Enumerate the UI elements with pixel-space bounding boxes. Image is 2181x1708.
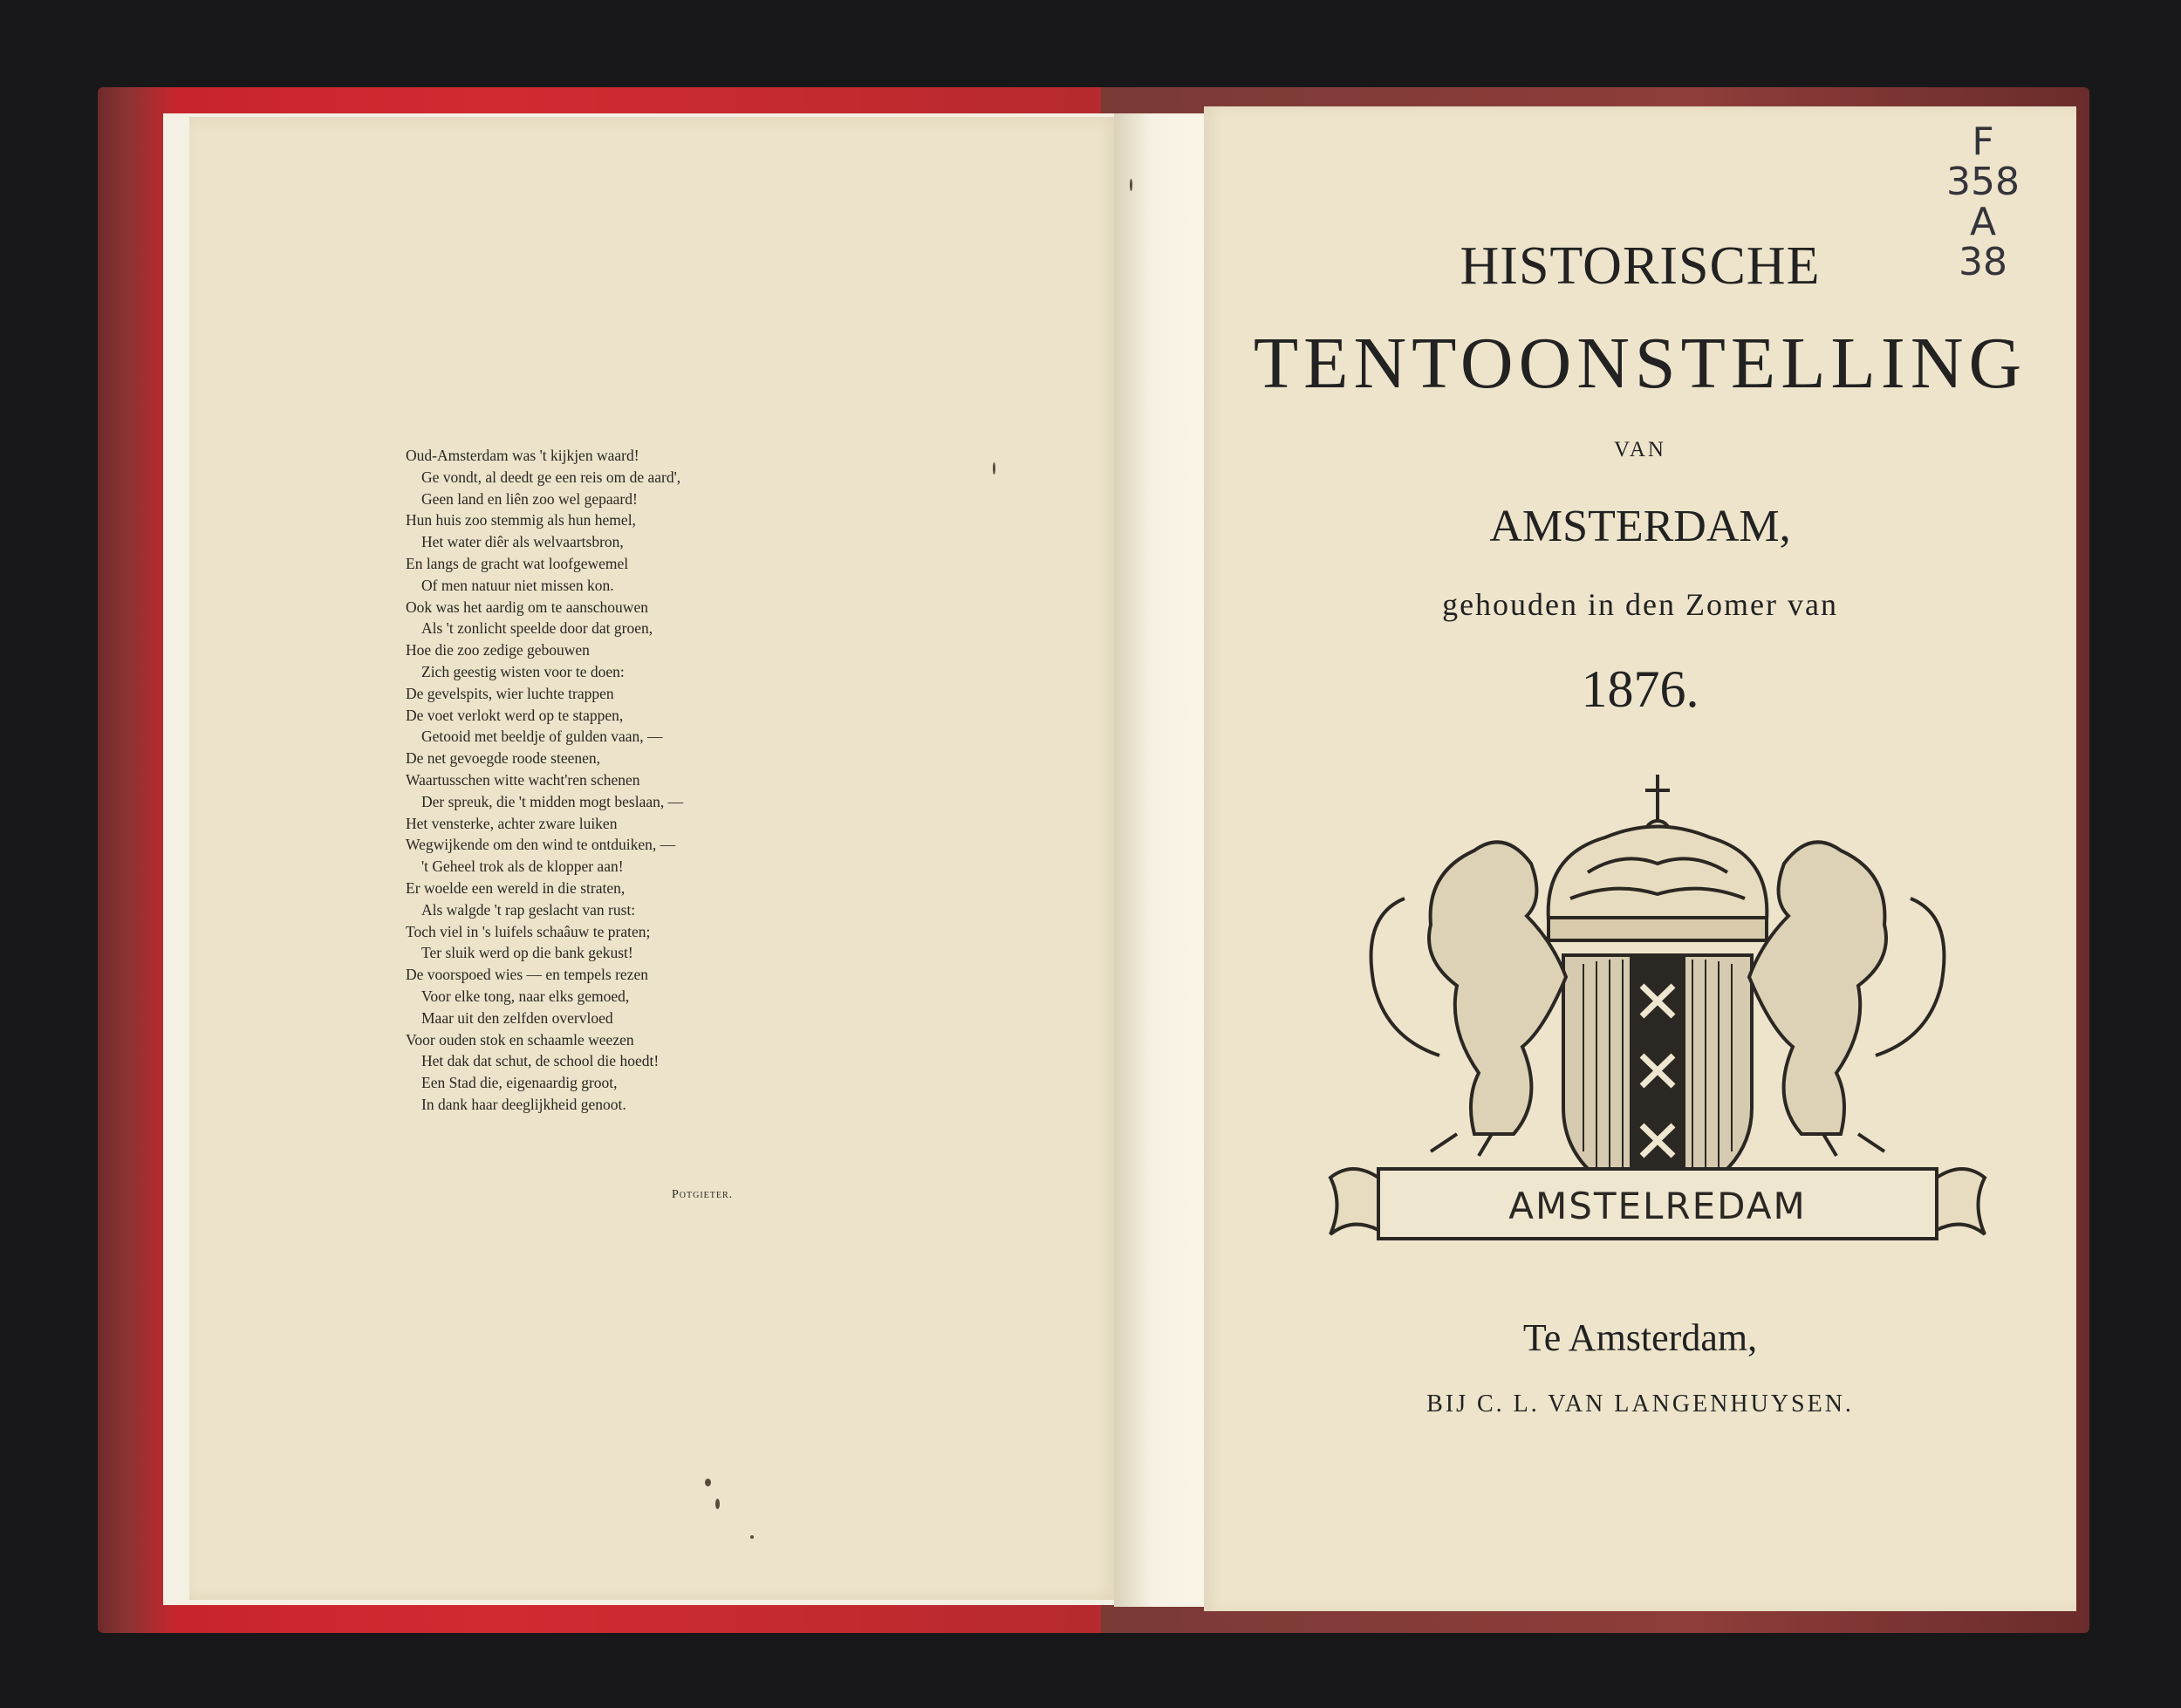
handwritten-shelfmark	[1935, 122, 2031, 283]
poem-line: Voor elke tong, naar elks gemoed,	[421, 987, 630, 1005]
publisher-name: BIJ C. L. VAN LANGENHUYSEN.	[1426, 1390, 1854, 1418]
shelfmark-line: 358	[1946, 160, 2020, 204]
publisher-place: Te Amsterdam,	[1522, 1316, 1758, 1359]
poem-line: Hun huis zoo stemmig als hun hemel,	[406, 511, 636, 529]
poem-line: Zich geestig wisten voor te doen:	[421, 662, 625, 680]
poem-line: Waartusschen witte wacht'ren schenen	[406, 770, 640, 789]
poem-line: Hoe die zoo zedige gebouwen	[406, 641, 590, 659]
year: 1876.	[1581, 660, 1699, 718]
title-historische: HISTORISCHE	[1460, 236, 1821, 296]
poem-line: Het vensterke, achter zware luiken	[406, 814, 618, 832]
shelfmark-line: 38	[1959, 240, 2007, 284]
poem-line: Getooid met beeldje of gulden vaan, —	[421, 728, 663, 746]
poem-line: Als 't zonlicht speelde door dat groen,	[421, 619, 653, 638]
poem-line: De gevelspits, wier luchte trappen	[406, 684, 614, 702]
title-amsterdam: AMSTERDAM,	[1489, 502, 1791, 551]
poem-line: Een Stad die, eigenaardig groot,	[421, 1074, 618, 1092]
poem-author: Potgieter.	[672, 1188, 734, 1201]
poem-line: Der spreuk, die 't midden mogt beslaan, —	[421, 792, 684, 810]
shelfmark-line: F	[1972, 120, 1994, 164]
poem-line: Het water diêr als welvaartsbron,	[421, 533, 624, 551]
poem-line: Voor ouden stok en schaamle weezen	[406, 1030, 634, 1049]
poem-line: Of men natuur niet missen kon.	[421, 576, 614, 594]
poem-line: Ter sluik werd op die bank gekust!	[421, 944, 633, 962]
poem-line: De net gevoegde roode steenen,	[406, 749, 601, 768]
poem-line: Er woelde een wereld in die straten,	[406, 878, 626, 897]
title-van: VAN	[1614, 438, 1666, 461]
poem-line: Ook was het aardig om te aanschouwen	[406, 598, 648, 616]
poem-line: Toch viel in 's luifels schaâuw te praten;	[406, 922, 651, 940]
title-tentoonstelling: TENTOONSTELLING	[1253, 323, 2027, 404]
banner-text: AMSTELREDAM	[1508, 1185, 1807, 1227]
subtitle: gehouden in den Zomer van	[1442, 587, 1838, 622]
poem-line: In dank haar deeglijkheid genoot.	[421, 1095, 626, 1113]
poem-line: Het dak dat schut, de school die hoedt!	[421, 1052, 660, 1070]
shelfmark-line: A	[1969, 200, 1997, 244]
poem-line: Oud-Amsterdam was 't kijkjen waard!	[406, 447, 639, 464]
poem-line: 't Geheel trok als de klopper aan!	[421, 857, 624, 876]
poem-line: En langs de gracht wat loofgewemel	[406, 554, 629, 572]
poem-line: De voorspoed wies — en tempels rezen	[406, 966, 648, 984]
poem-line: De voet verlokt werd op te stappen,	[406, 706, 624, 724]
poem-line: Ge vondt, al deedt ge een reis om de aard',	[421, 468, 681, 486]
poem-text	[406, 445, 807, 1116]
poem-line: Geen land en liên zoo wel gepaard!	[421, 489, 638, 508]
poem-line: Wegwijkende om den wind te ontduiken, —	[406, 836, 676, 854]
poem-line: Maar uit den zelfden overvloed	[421, 1008, 613, 1027]
amsterdam-coat-of-arms-icon	[1326, 768, 1989, 1274]
poem-line: Als walgde 't rap geslacht van rust:	[421, 900, 636, 919]
